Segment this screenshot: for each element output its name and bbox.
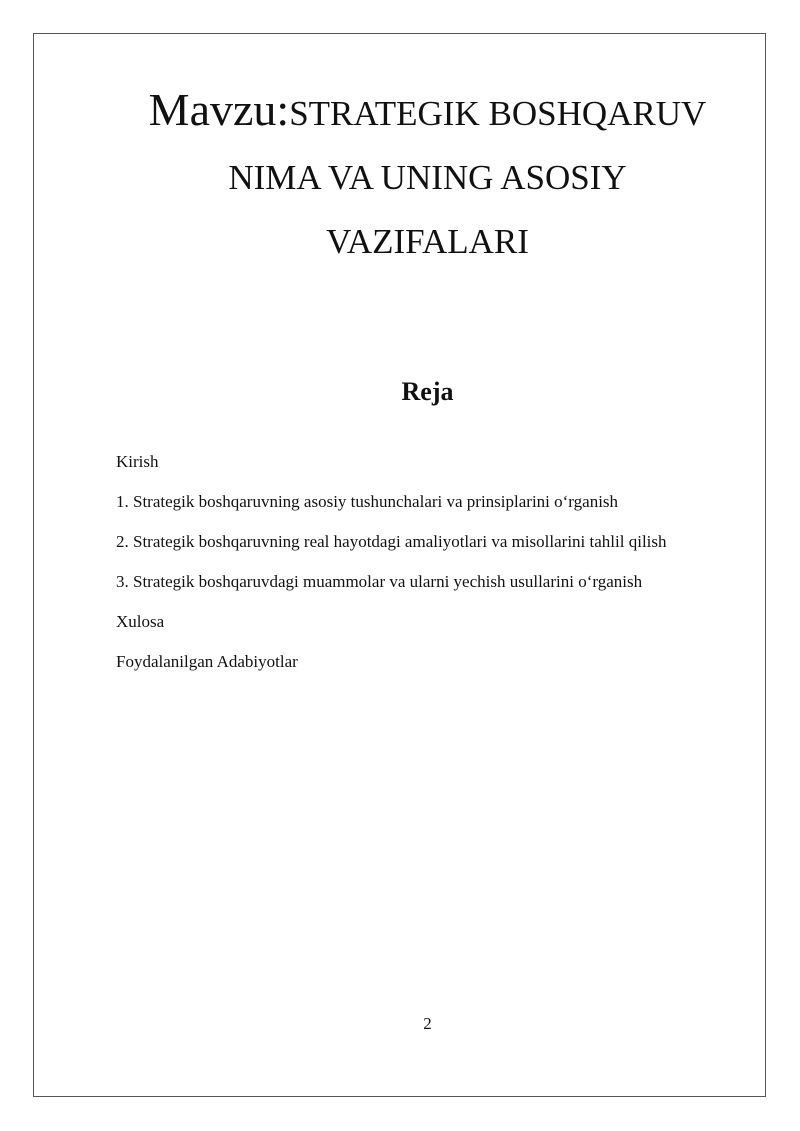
title-prefix: Mavzu:: [148, 84, 290, 135]
plan-list: [116, 452, 667, 692]
title-line-2: NIMA VA UNING ASOSIY: [228, 158, 627, 197]
plan-item-introduction: Kirish: [116, 452, 159, 471]
plan-item-2: 2. Strategik boshqaruvning real hayotdagi amaliyotlari va misollarini tahlil qilish: [116, 532, 667, 551]
plan-item-1: 1. Strategik boshqaruvning asosiy tushunchalari va prinsiplarini o‘rganish: [116, 492, 619, 511]
plan-item-3: 3. Strategik boshqaruvdagi muammolar va ularni yechish usullarini o‘rganish: [116, 572, 643, 591]
document-page: [33, 33, 766, 1097]
title-line-3: VAZIFALARI: [326, 222, 529, 261]
document-title: [34, 78, 765, 274]
plan-heading: Reja: [401, 377, 454, 406]
plan-item-conclusion: Xulosa: [116, 612, 165, 631]
title-first-line: [90, 78, 765, 146]
title-line-1: STRATEGIK BOSHQARUV: [289, 94, 707, 133]
page-number: 2: [423, 1014, 432, 1033]
plan-item-references: Foydalanilgan Adabiyotlar: [116, 652, 298, 671]
